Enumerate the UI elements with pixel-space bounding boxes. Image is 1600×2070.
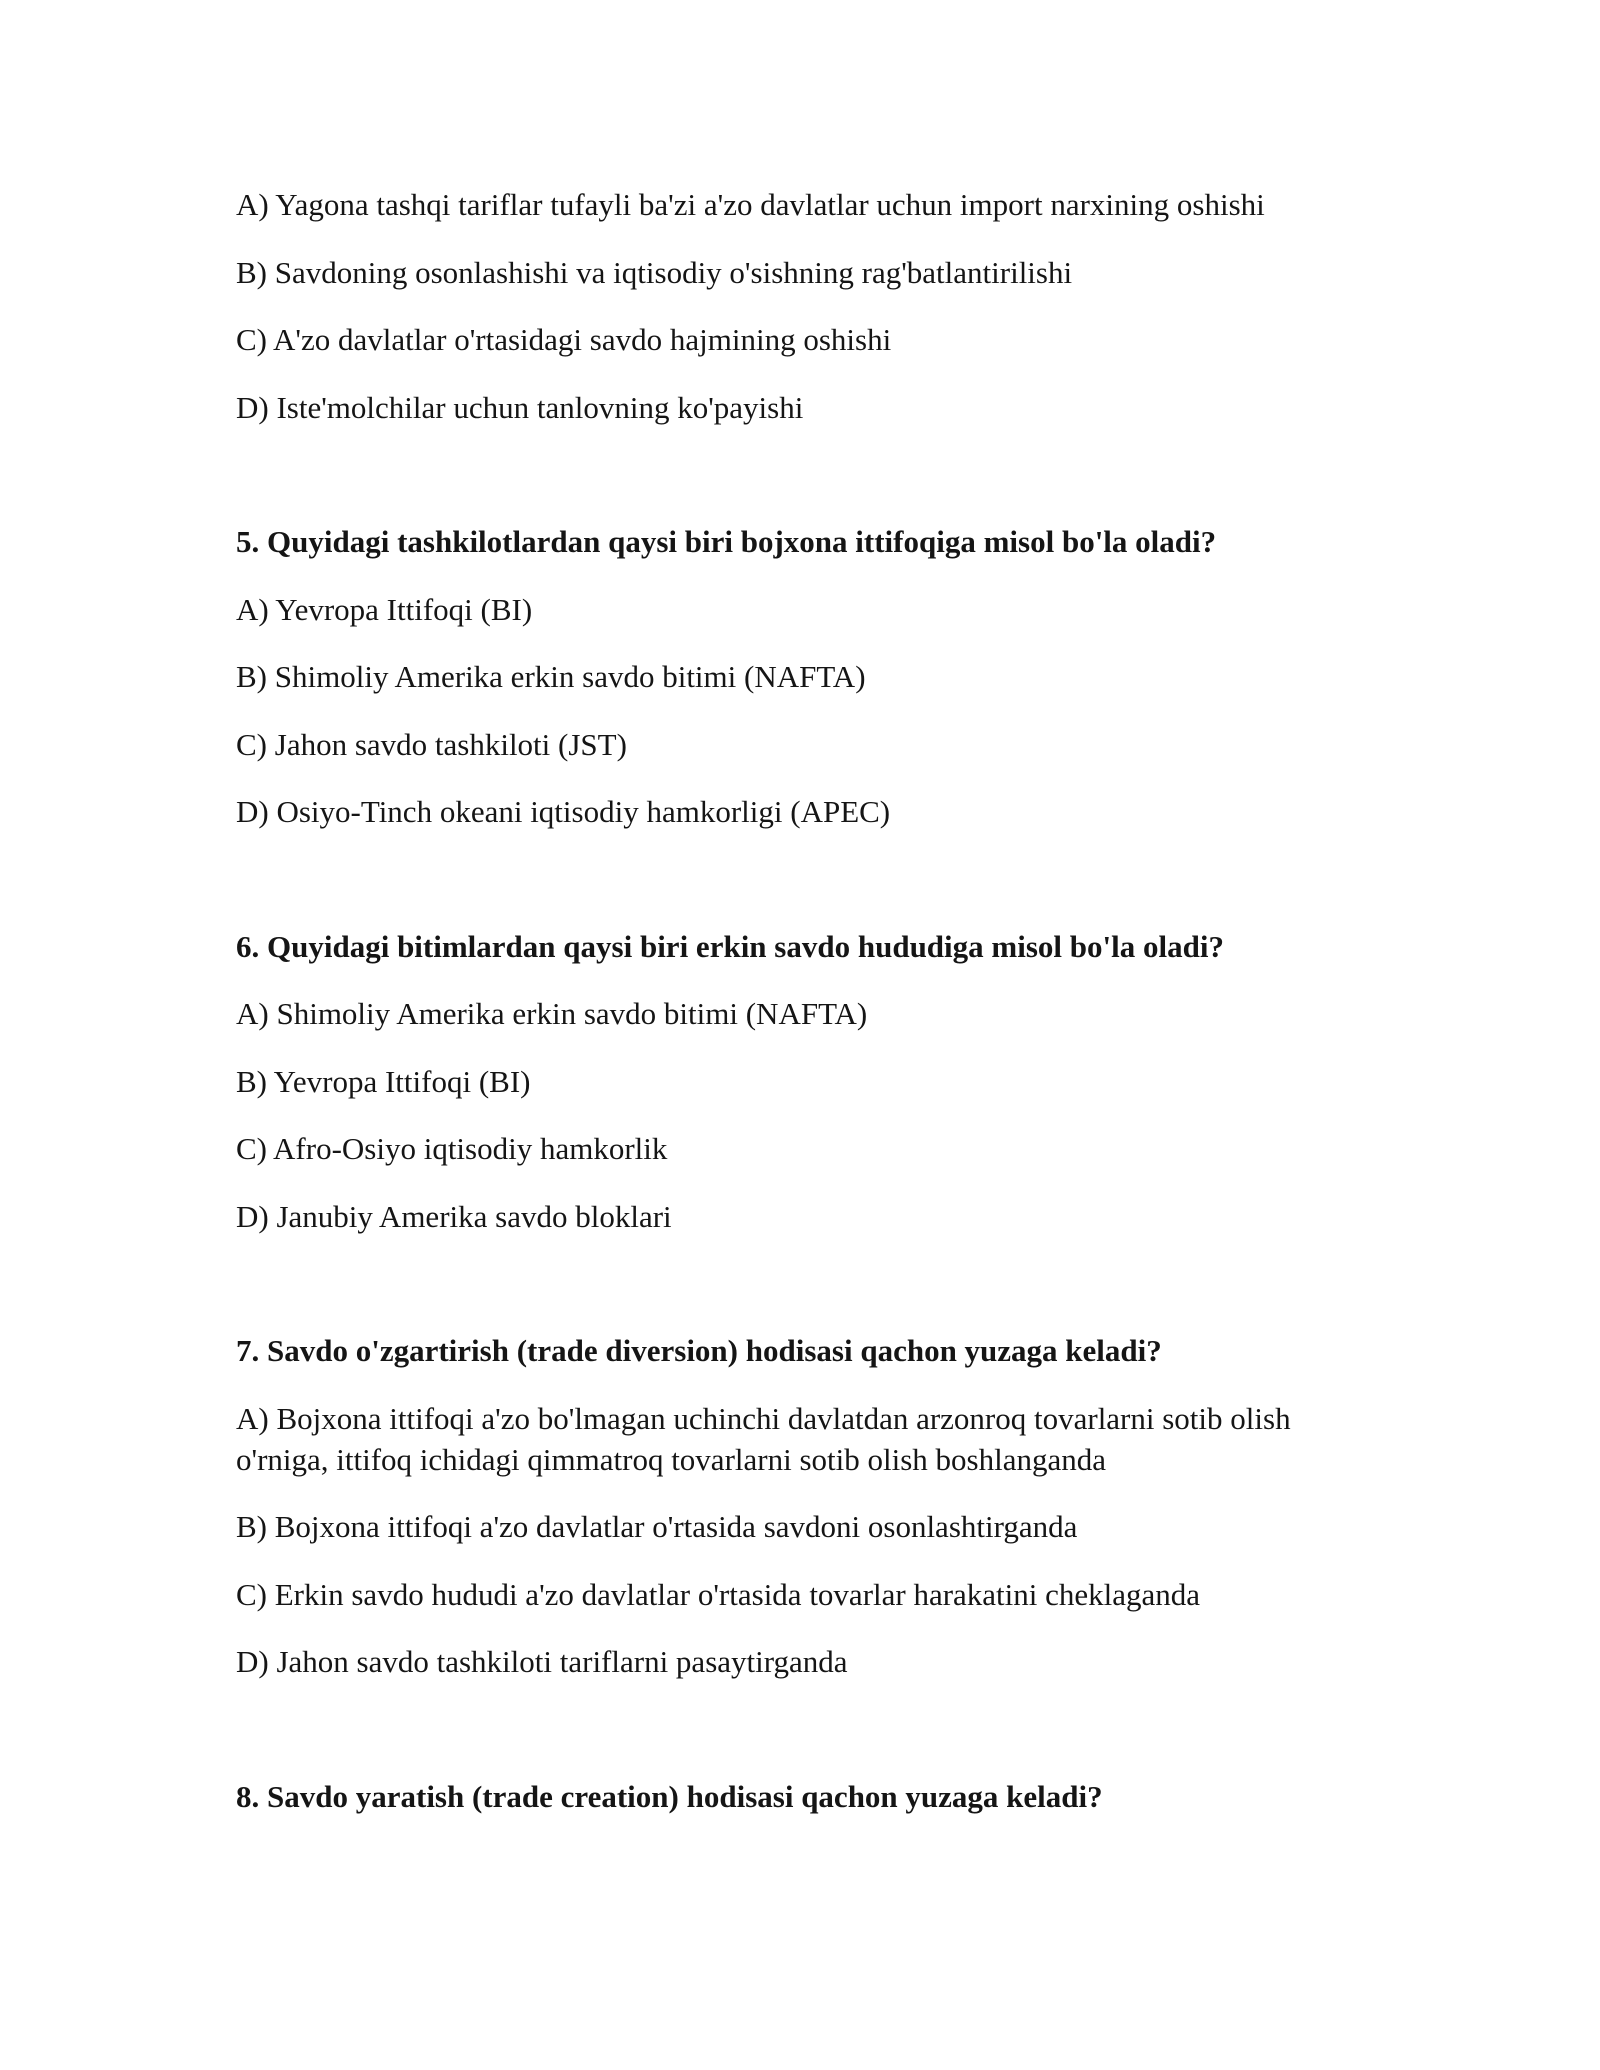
question-5-option-d: D) Osiyo-Tinch okeani iqtisodiy hamkorligi (APEC): [236, 794, 891, 829]
question-5-option-b: B) Shimoliy Amerika erkin savdo bitimi (NAFTA): [236, 659, 866, 694]
question-6-option-a: A) Shimoliy Amerika erkin savdo bitimi (NAFTA): [236, 996, 868, 1031]
question-6-title: 6. Quyidagi bitimlardan qaysi biri erkin savdo hududiga misol bo'la oladi?: [236, 928, 1224, 964]
question-7-option-c: C) Erkin savdo hududi a'zo davlatlar o'rtasida tovarlar harakatini cheklaganda: [236, 1576, 1201, 1612]
question-4-option-a: A) Yagona tashqi tariflar tufayli ba'zi a'zo davlatlar uchun import narxining oshishi: [236, 187, 1265, 222]
question-4-option-c: C) A'zo davlatlar o'rtasidagi savdo hajmining oshishi: [236, 322, 892, 357]
question-7-option-d: D) Jahon savdo tashkiloti tariflarni pasaytirganda: [236, 1644, 848, 1679]
spacer: [236, 454, 1366, 521]
question-7-option-a: A) Bojxona ittifoqi a'zo bo'lmagan uchinchi davlatdan arzonroq tovarlarni sotib olish o'rniga, ittifoq ichidagi qimmatroq tovarlarni sotib olish boshlanganda: [236, 1400, 1291, 1477]
question-5-title: 5. Quyidagi tashkilotlardan qaysi biri bojxona ittifoqiga misol bo'la oladi?: [236, 524, 1217, 559]
question-7-title: 7. Savdo o'zgartirish (trade diversion) hodisasi qachon yuzaga keladi?: [236, 1333, 1162, 1368]
question-7: [236, 1330, 1366, 1682]
spacer: [236, 1263, 1366, 1330]
spacer: [236, 859, 1366, 926]
question-5-option-c: C) Jahon savdo tashkiloti (JST): [236, 726, 627, 762]
question-8: [236, 1776, 1366, 1817]
question-6-option-d: D) Janubiy Amerika savdo bloklari: [236, 1198, 672, 1234]
document-content: [236, 184, 1366, 1843]
question-4-option-b: B) Savdoning osonlashishi va iqtisodiy o'sishning rag'batlantirilishi: [236, 254, 1073, 290]
spacer: [236, 1709, 1366, 1776]
question-7-option-b: B) Bojxona ittifoqi a'zo davlatlar o'rtasida savdoni osonlashtirganda: [236, 1509, 1078, 1544]
question-4-options: [236, 184, 1366, 428]
question-6-option-c: C) Afro-Osiyo iqtisodiy hamkorlik: [236, 1131, 668, 1166]
question-5-option-a: A) Yevropa Ittifoqi (BI): [236, 591, 533, 627]
question-6-option-b: B) Yevropa Ittifoqi (BI): [236, 1063, 531, 1099]
question-6: [236, 926, 1366, 1237]
question-4-option-d: D) Iste'molchilar uchun tanlovning ko'payishi: [236, 389, 804, 425]
question-8-title: 8. Savdo yaratish (trade creation) hodisasi qachon yuzaga keladi?: [236, 1778, 1103, 1814]
question-5: [236, 521, 1366, 832]
